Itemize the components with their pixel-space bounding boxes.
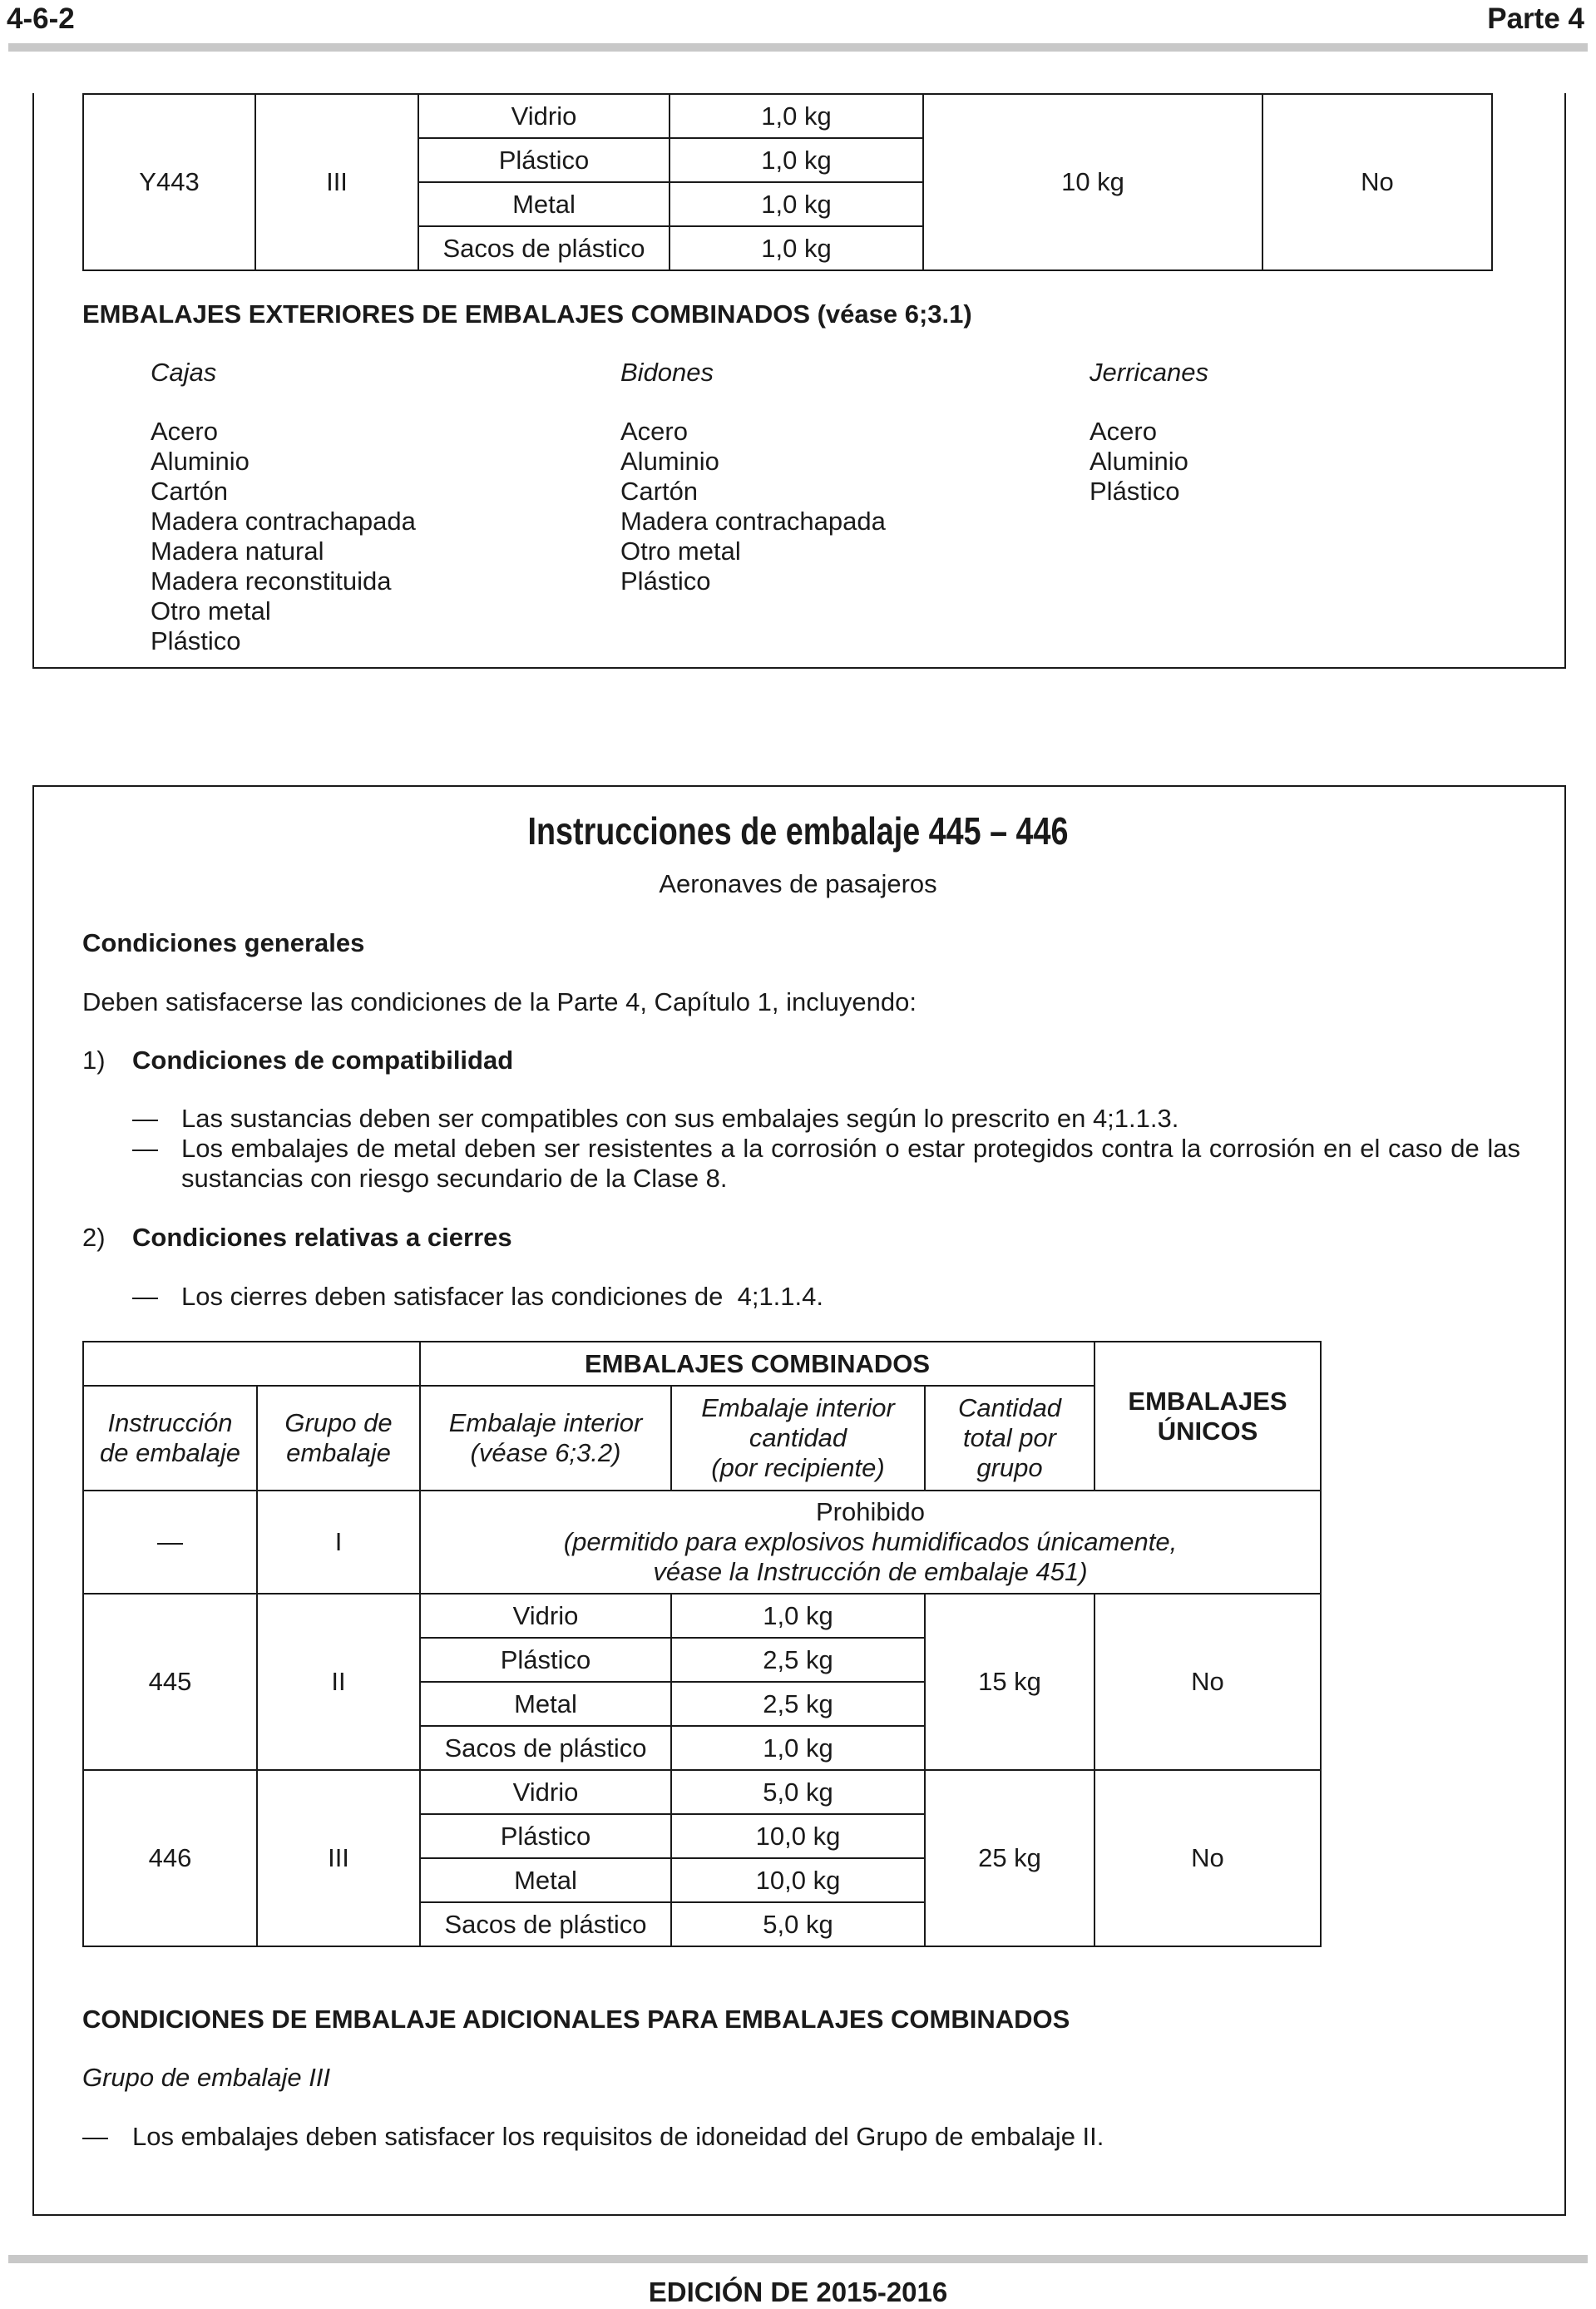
box-left-border	[32, 93, 34, 669]
list-item: Plástico	[151, 626, 241, 655]
header-line: cantidad	[749, 1423, 847, 1452]
part-label: Parte 4	[1487, 2, 1584, 35]
top-packaging-table	[82, 93, 1493, 271]
inner-qty-header	[671, 1386, 925, 1491]
list-item: Cartón	[151, 477, 229, 506]
inner-material: Sacos de plástico	[418, 226, 670, 270]
edition-footer: EDICIÓN DE 2015-2016	[648, 2277, 948, 2307]
header-line: de embalaje	[100, 1438, 240, 1467]
header-line: (por recipiente)	[711, 1453, 885, 1482]
list-item: Aluminio	[620, 447, 719, 476]
total-cell: 10 kg	[923, 94, 1262, 270]
inner-qty: 5,0 kg	[671, 1770, 925, 1814]
inner-material: Vidrio	[420, 1594, 671, 1638]
list-item: Plástico	[620, 566, 711, 596]
inner-qty: 1,0 kg	[670, 94, 923, 138]
header-line: total por	[962, 1423, 1056, 1452]
inner-qty: 1,0 kg	[670, 182, 923, 226]
condition-2-title: Condiciones relativas a cierres	[132, 1223, 512, 1252]
outer-column-jerricans	[1090, 358, 1505, 507]
instruction-cell: —	[83, 1491, 257, 1594]
inner-qty: 5,0 kg	[671, 1902, 925, 1946]
inner-qty: 1,0 kg	[670, 138, 923, 182]
inner-header	[420, 1386, 671, 1491]
list-item: Aluminio	[1090, 447, 1188, 476]
instruction-header	[83, 1386, 257, 1491]
group-header	[257, 1386, 420, 1491]
dash: —	[132, 1104, 158, 1133]
list-item: Madera natural	[151, 536, 324, 566]
single-header	[1094, 1342, 1321, 1491]
condition-2-item: Los cierres deben satisfacer las condiciones de 4;1.1.4.	[181, 1282, 824, 1311]
inner-material: Vidrio	[420, 1770, 671, 1814]
total-header	[925, 1386, 1094, 1491]
inner-material: Vidrio	[418, 94, 670, 138]
group-cell: II	[257, 1594, 420, 1770]
box-bottom-border	[32, 667, 1566, 669]
combined-header: EMBALAJES COMBINADOS	[420, 1342, 1094, 1386]
total-cell: 15 kg	[925, 1594, 1094, 1770]
forbidden-line: véase la Instrucción de embalaje 451)	[653, 1557, 1088, 1586]
total-cell: 25 kg	[925, 1770, 1094, 1946]
forbidden-line: (permitido para explosivos humidificados únicamente,	[563, 1527, 1178, 1556]
header-line: (véase 6;3.2)	[470, 1438, 621, 1467]
list-item: Aluminio	[151, 447, 250, 476]
header-line: ÚNICOS	[1157, 1416, 1258, 1446]
list-item: Acero	[1090, 417, 1157, 446]
list-item: Cartón	[620, 477, 699, 506]
dash: —	[82, 2122, 108, 2151]
condition-1-item: Las sustancias deben ser compatibles con sus embalajes según lo prescrito en 4;1.1.3.	[181, 1104, 1179, 1133]
forbidden-line: Prohibido	[816, 1497, 925, 1526]
instruction-subtitle: Aeronaves de pasajeros	[659, 869, 937, 898]
list-item: Plástico	[1090, 477, 1180, 506]
inner-material: Plástico	[418, 138, 670, 182]
inner-qty: 2,5 kg	[671, 1682, 925, 1726]
list-item: Acero	[620, 417, 688, 446]
additional-subheading: Grupo de embalaje III	[82, 2063, 331, 2092]
outer-packaging-heading: EMBALAJES EXTERIORES DE EMBALAJES COMBINADOS (véase 6;3.1)	[82, 299, 972, 329]
column-title: Cajas	[151, 358, 217, 387]
inner-material: Sacos de plástico	[420, 1902, 671, 1946]
page-number: 4-6-2	[7, 2, 75, 35]
column-title: Bidones	[620, 358, 714, 387]
list-item: Madera contrachapada	[151, 507, 416, 536]
additional-heading: CONDICIONES DE EMBALAJE ADICIONALES PARA EMBALAJES COMBINADOS	[82, 2005, 1070, 2034]
forbidden-cell	[420, 1491, 1321, 1594]
group-cell: I	[257, 1491, 420, 1594]
list-item: Madera contrachapada	[620, 507, 886, 536]
additional-item: Los embalajes deben satisfacer los requisitos de idoneidad del Grupo de embalaje II.	[132, 2122, 1104, 2151]
inner-qty: 1,0 kg	[671, 1594, 925, 1638]
header-line: Embalaje interior	[701, 1393, 895, 1422]
single-cell: No	[1262, 94, 1492, 270]
instruction-title: Instrucciones de embalaje 445 – 446	[527, 809, 1069, 853]
dash: —	[132, 1134, 158, 1163]
condition-1-number: 1)	[82, 1046, 106, 1075]
list-item: Otro metal	[151, 596, 271, 625]
header-line: Grupo de	[284, 1408, 393, 1437]
outer-column-boxes	[151, 358, 600, 656]
column-title: Jerricanes	[1090, 358, 1208, 387]
header-rule	[8, 43, 1588, 52]
single-cell: No	[1094, 1594, 1321, 1770]
dash: —	[132, 1282, 158, 1311]
header-spacer	[83, 1342, 420, 1386]
group-cell: III	[255, 94, 418, 270]
condition-1-item: Los embalajes de metal deben ser resistentes a la corrosión o estar protegidos contra la corrosión en el caso de las sustancias con riesgo secundario de la Clase 8.	[181, 1134, 1520, 1193]
list-item: Acero	[151, 417, 218, 446]
inner-qty: 10,0 kg	[671, 1858, 925, 1902]
inner-qty: 2,5 kg	[671, 1638, 925, 1682]
single-cell: No	[1094, 1770, 1321, 1946]
group-cell: III	[257, 1770, 420, 1946]
header-line: EMBALAJES	[1128, 1386, 1287, 1416]
inner-material: Plástico	[420, 1638, 671, 1682]
instruction-cell: 446	[83, 1770, 257, 1946]
inner-material: Sacos de plástico	[420, 1726, 671, 1770]
header-line: embalaje	[286, 1438, 391, 1467]
inner-qty: 10,0 kg	[671, 1814, 925, 1858]
header-line: Cantidad	[957, 1393, 1062, 1422]
inner-material: Metal	[418, 182, 670, 226]
instruction-cell: 445	[83, 1594, 257, 1770]
header-line: grupo	[976, 1453, 1043, 1482]
outer-column-drums	[620, 358, 1070, 596]
condition-1-title: Condiciones de compatibilidad	[132, 1046, 514, 1075]
condition-2-number: 2)	[82, 1223, 106, 1252]
list-item: Otro metal	[620, 536, 741, 566]
inner-qty: 1,0 kg	[670, 226, 923, 270]
packaging-table	[82, 1341, 1322, 1947]
intro-text: Deben satisfacerse las condiciones de la Parte 4, Capítulo 1, incluyendo:	[82, 987, 917, 1016]
header-line: Embalaje interior	[448, 1408, 643, 1437]
box-right-border	[1564, 93, 1566, 669]
list-item: Madera reconstituida	[151, 566, 392, 596]
footer-rule	[8, 2255, 1588, 2263]
inner-material: Metal	[420, 1682, 671, 1726]
header-line: Instrucción	[107, 1408, 233, 1437]
inner-material: Plástico	[420, 1814, 671, 1858]
general-conditions-heading: Condiciones generales	[82, 928, 365, 957]
inner-material: Metal	[420, 1858, 671, 1902]
inner-qty: 1,0 kg	[671, 1726, 925, 1770]
instruction-cell: Y443	[83, 94, 255, 270]
